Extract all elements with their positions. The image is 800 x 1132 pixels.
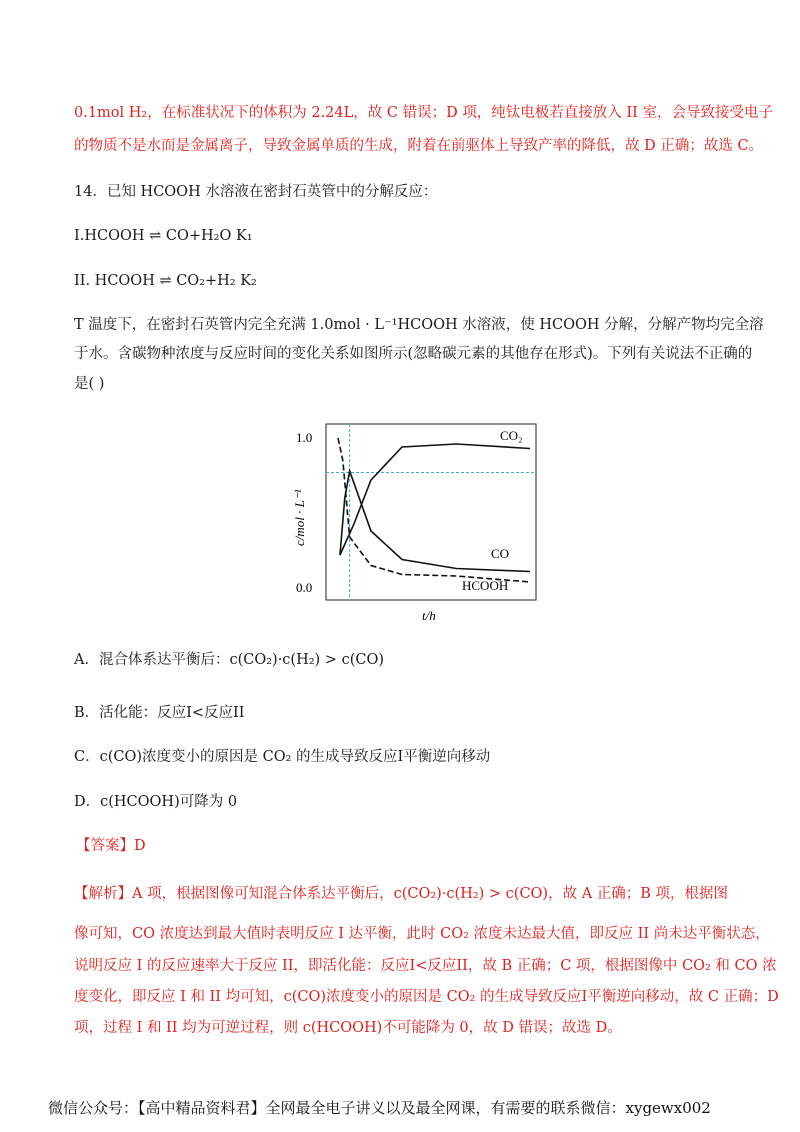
answer: 【答案】D [76,838,146,854]
option-d: D．c(HCOOH)可降为 0 [74,794,238,810]
option-b: B．活化能：反应I<反应II [74,705,245,721]
label-co2: CO₂ [500,428,523,443]
x-axis-label: t/h [422,608,436,623]
reference-lines [326,424,536,600]
chart-svg [286,418,546,628]
option-a: A．混合体系达平衡后：c(CO₂)·c(H₂) > c(CO) [74,652,384,668]
analysis-line-1: 【解析】A 项，根据图像可知混合体系达平衡后，c(CO₂)·c(H₂) > c(CO)，故 A 正确；B 项，根据图 [74,886,729,902]
y-tick-0: 0.0 [296,580,313,595]
plot-frame [326,424,536,600]
stem-line-2: 于水。含碳物种浓度与反应时间的变化关系如图所示(忽略碳元素的其他存在形式)。下列有关说法不正确的 [74,346,753,362]
y-axis-label: c/mol · L⁻¹ [292,489,307,546]
label-co: CO [491,546,510,561]
explanation-line-1: 0.1mol H₂，在标准状况下的体积为 2.24L，故 C 错误；D 项，纯钛电极若直接放入 II 室，会导致接受电子 [74,105,773,121]
option-c: C．c(CO)浓度变小的原因是 CO₂ 的生成导致反应I平衡逆向移动 [74,749,491,765]
stem-line-1: T 温度下，在密封石英管内完全充满 1.0mol · L⁻¹HCOOH 水溶液，使 HCOOH 分解，分解产物均完全溶 [74,317,764,333]
reaction-2: II. HCOOH ⇌ CO₂+H₂ K₂ [74,273,257,289]
explanation-line-2: 的物质不是水而是金属离子，导致金属单质的生成，附着在前驱体上导致产率的降低，故 D 正确；故选 C。 [74,138,764,154]
analysis-line-5: 项，过程 I 和 II 均为可逆过程，则 c(HCOOH)不可能降为 0，故 D 错误；故选 D。 [74,1020,622,1036]
analysis-line-3: 说明反应 I 的反应速率大于反应 II，即活化能：反应I<反应II，故 B 正确；C 项，根据图像中 CO₂ 和 CO 浓 [74,958,777,974]
analysis-line-4: 度变化，即反应 I 和 II 均可知，c(CO)浓度变小的原因是 CO₂ 的生成导致反应I平衡逆向移动，故 C 正确；D [74,989,779,1005]
analysis-line-2: 像可知，CO 浓度达到最大值时表明反应 I 达平衡，此时 CO₂ 浓度未达最大值，即反应 II 尚未达平衡状态， [74,926,770,942]
reaction-1: I.HCOOH ⇌ CO+H₂O K₁ [74,228,253,244]
label-hcooh: HCOOH [462,578,509,593]
question-intro: 14．已知 HCOOH 水溶液在密封石英管中的分解反应： [74,184,438,200]
footer-note: 微信公众号：【高中精品资料君】全网最全电子讲义以及最全网课，有需要的联系微信：xygewx002 [48,1099,711,1117]
y-tick-1: 1.0 [296,430,313,445]
series-line-0 [340,444,530,555]
concentration-chart [286,418,546,628]
stem-line-3: 是( ) [74,376,105,392]
